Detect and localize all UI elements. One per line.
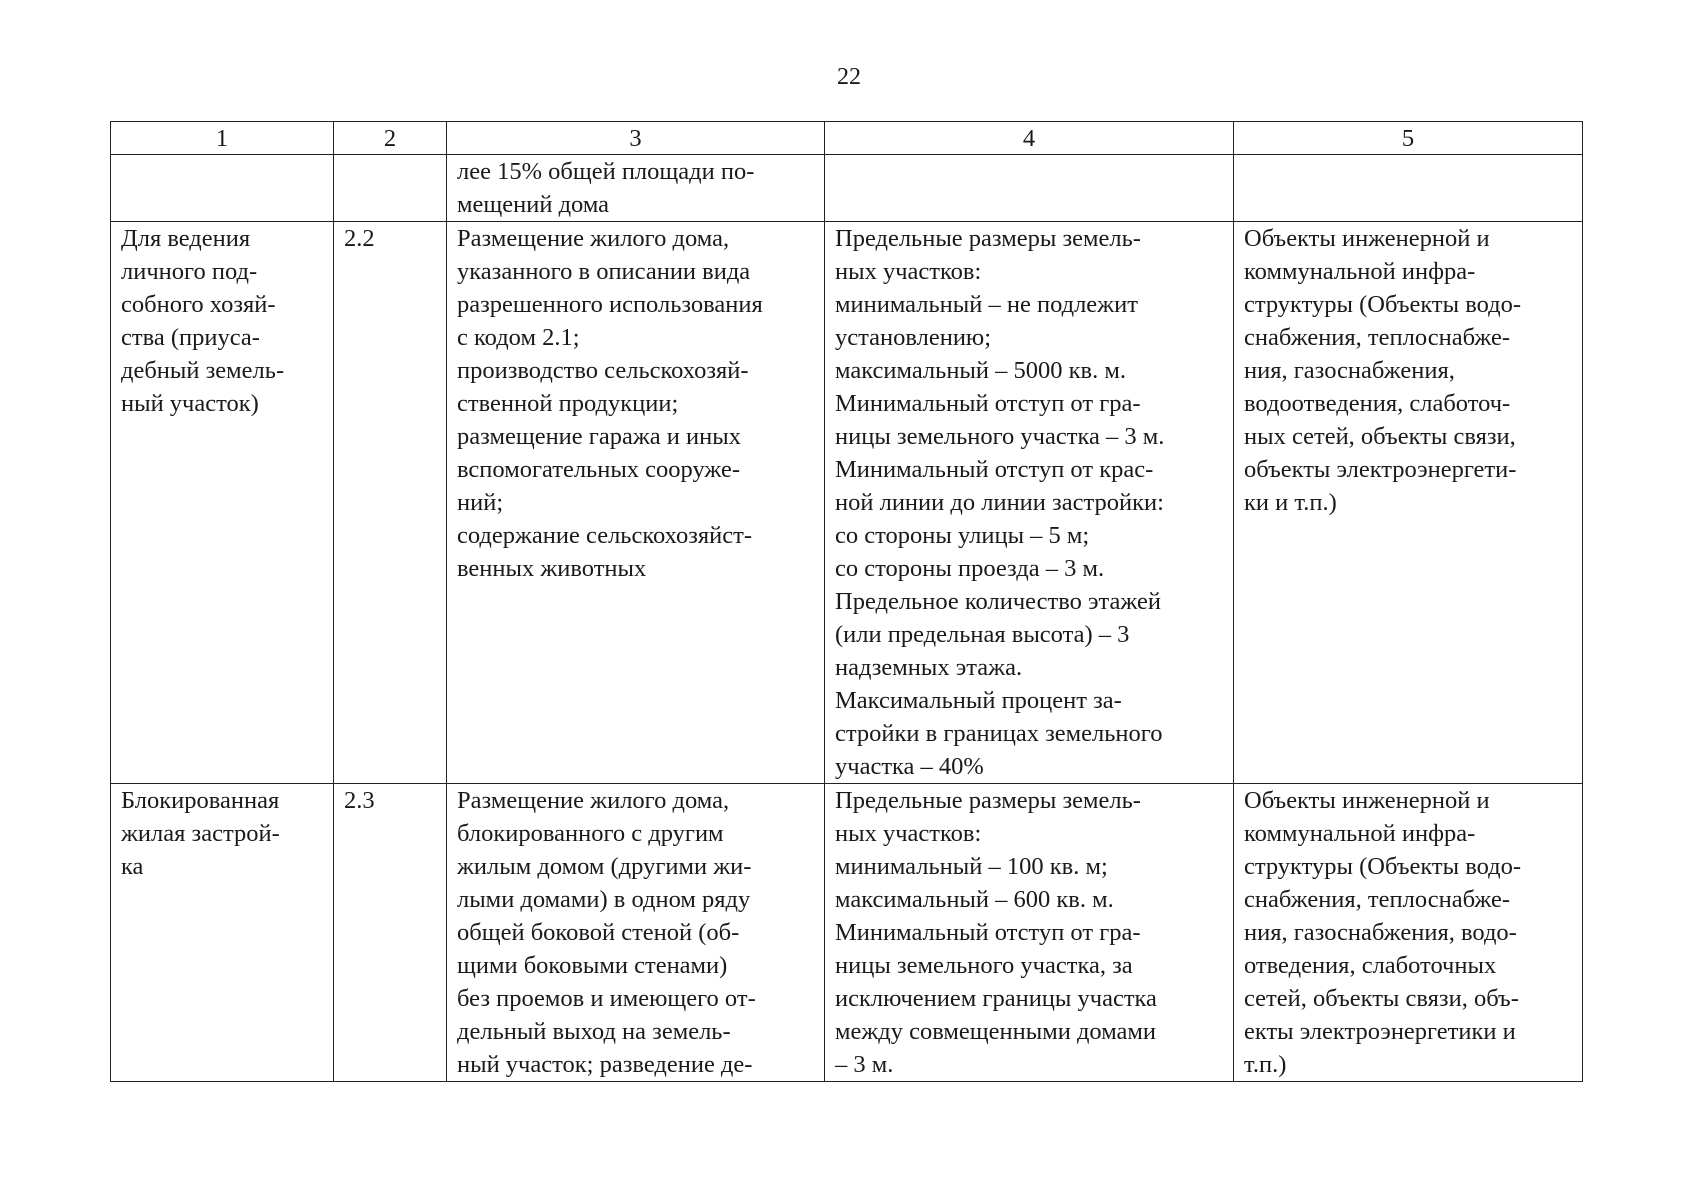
cell-text-line: Предельное количество этажей	[835, 588, 1161, 615]
cell-description	[447, 222, 825, 784]
cell-text-line: екты электроэнергетики и	[1244, 1018, 1516, 1045]
cell-text-line: ных участков:	[835, 258, 982, 285]
cell-text-line: жилым домом (другими жи-	[457, 853, 752, 880]
cell-text-line: ной линии до линии застройки:	[835, 489, 1164, 516]
cell-text-line: минимальный – 100 кв. м;	[835, 853, 1108, 880]
column-header-1: 1	[111, 122, 334, 155]
column-header-3: 3	[447, 122, 825, 155]
cell-description	[447, 155, 825, 222]
cell-text-line: Размещение жилого дома,	[457, 787, 730, 814]
cell-text-line: структуры (Объекты водо-	[1244, 291, 1522, 318]
cell-text-line: исключением границы участка	[835, 985, 1157, 1012]
cell-text-line: надземных этажа.	[835, 654, 1023, 681]
page-number: 22	[837, 64, 861, 90]
cell-text-line: снабжения, теплоснабже-	[1244, 886, 1511, 913]
cell-text-line: между совмещенными домами	[835, 1018, 1157, 1045]
cell-text-line: максимальный – 600 кв. м.	[835, 886, 1114, 913]
column-header-4: 4	[825, 122, 1234, 155]
cell-text-line: лыми домами) в одном ряду	[457, 886, 751, 913]
cell-text-line: личного под-	[121, 258, 258, 285]
cell-parameters	[825, 155, 1234, 222]
cell-text-line: мещений дома	[457, 191, 610, 218]
cell-text-line: водоотведения, слаботоч-	[1244, 390, 1511, 417]
cell-text-line: разрешенного использования	[457, 291, 763, 318]
cell-text-line: Объекты инженерной и	[1244, 787, 1490, 814]
cell-text-line: ный участок)	[121, 390, 259, 417]
cell-text-line: структуры (Объекты водо-	[1244, 853, 1522, 880]
cell-text-line: Размещение жилого дома,	[457, 225, 730, 252]
cell-text-line: т.п.)	[1244, 1051, 1287, 1078]
cell-use-name	[111, 784, 334, 1082]
cell-text-line: ницы земельного участка – 3 м.	[835, 423, 1165, 450]
cell-text-line: содержание сельскохозяйст-	[457, 522, 753, 549]
cell-text-line: лее 15% общей площади по-	[457, 158, 755, 185]
cell-text-line: жилая застрой-	[121, 820, 280, 847]
cell-text-line: участка – 40%	[835, 753, 984, 780]
cell-auxiliary-uses	[1234, 784, 1583, 1082]
cell-text-line: Предельные размеры земель-	[835, 787, 1141, 814]
cell-text-line: максимальный – 5000 кв. м.	[835, 357, 1126, 384]
cell-text-line: блокированного с другим	[457, 820, 724, 847]
cell-text-line: снабжения, теплоснабже-	[1244, 324, 1511, 351]
cell-code: 2.3	[334, 784, 447, 1082]
cell-text-line: Минимальный отступ от крас-	[835, 456, 1154, 483]
cell-text-line: ных сетей, объекты связи,	[1244, 423, 1516, 450]
cell-text-line: коммунальной инфра-	[1244, 258, 1476, 285]
cell-text-line: со стороны проезда – 3 м.	[835, 555, 1105, 582]
cell-use-name	[111, 222, 334, 784]
cell-text-line: ки и т.п.)	[1244, 489, 1337, 516]
cell-code: 2.2	[334, 222, 447, 784]
table-row-2-3	[111, 784, 1583, 1082]
cell-text-line: общей боковой стеной (об-	[457, 919, 740, 946]
table-row-2-2	[111, 222, 1583, 784]
cell-text-line: венных животных	[457, 555, 647, 582]
cell-text-line: Объекты инженерной и	[1244, 225, 1490, 252]
cell-auxiliary-uses	[1234, 155, 1583, 222]
cell-text-line: ния, газоснабжения,	[1244, 357, 1455, 384]
cell-text-line: дебный земель-	[121, 357, 285, 384]
cell-text-line: производство сельскохозяй-	[457, 357, 749, 384]
zoning-table	[110, 121, 1583, 1082]
column-header-5: 5	[1234, 122, 1583, 155]
cell-text-line: Предельные размеры земель-	[835, 225, 1141, 252]
cell-text-line: указанного в описании вида	[457, 258, 751, 285]
cell-text-line: ницы земельного участка, за	[835, 952, 1133, 979]
cell-code	[334, 155, 447, 222]
cell-text-line: ка	[121, 853, 144, 880]
cell-text-line: вспомогательных сооруже-	[457, 456, 741, 483]
cell-text-line: щими боковыми стенами)	[457, 952, 728, 979]
cell-text-line: ных участков:	[835, 820, 982, 847]
cell-text-line: без проемов и имеющего от-	[457, 985, 756, 1012]
cell-text-line: (или предельная высота) – 3	[835, 621, 1130, 648]
cell-text-line: размещение гаража и иных	[457, 423, 741, 450]
cell-text-line: Для ведения	[121, 225, 251, 252]
column-header-2: 2	[334, 122, 447, 155]
cell-text-line: сетей, объекты связи, объ-	[1244, 985, 1519, 1012]
cell-text-line: – 3 м.	[835, 1051, 894, 1078]
cell-text-line: Максимальный процент за-	[835, 687, 1122, 714]
cell-text-line: минимальный – не подлежит	[835, 291, 1138, 318]
cell-text-line: ства (приуса-	[121, 324, 260, 351]
cell-text-line: отведения, слаботочных	[1244, 952, 1497, 979]
cell-text-line: собного хозяй-	[121, 291, 276, 318]
cell-parameters	[825, 222, 1234, 784]
cell-auxiliary-uses	[1234, 222, 1583, 784]
cell-parameters	[825, 784, 1234, 1082]
header-row	[111, 122, 1583, 155]
cell-text-line: Блокированная	[121, 787, 280, 814]
cell-text-line: со стороны улицы – 5 м;	[835, 522, 1090, 549]
cell-text-line: с кодом 2.1;	[457, 324, 580, 351]
table-row-continuation	[111, 155, 1583, 222]
cell-text-line: ний;	[457, 489, 504, 516]
cell-text-line: коммунальной инфра-	[1244, 820, 1476, 847]
cell-text-line: установлению;	[835, 324, 992, 351]
cell-text-line: объекты электроэнергети-	[1244, 456, 1517, 483]
cell-text-line: дельный выход на земель-	[457, 1018, 731, 1045]
cell-description	[447, 784, 825, 1082]
cell-text-line: ный участок; разведение де-	[457, 1051, 753, 1078]
cell-text-line: Минимальный отступ от гра-	[835, 919, 1141, 946]
cell-use-name	[111, 155, 334, 222]
cell-text-line: Минимальный отступ от гра-	[835, 390, 1141, 417]
cell-text-line: ственной продукции;	[457, 390, 679, 417]
cell-text-line: ния, газоснабжения, водо-	[1244, 919, 1517, 946]
cell-text-line: стройки в границах земельного	[835, 720, 1163, 747]
